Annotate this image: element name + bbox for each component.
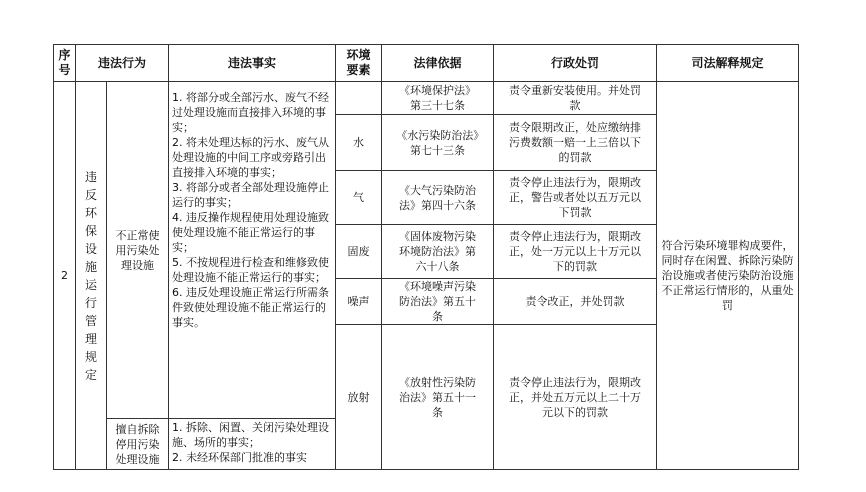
- seq-cell: 2: [54, 82, 76, 470]
- header-seq: 序号: [54, 45, 76, 82]
- header-judicial: 司法解释规定: [657, 45, 799, 82]
- header-row: [54, 45, 799, 82]
- penalty-cell: 责令重新安装使用。并处罚款: [494, 82, 657, 115]
- element-cell: 固废: [336, 225, 382, 279]
- header-law: 法律依据: [382, 45, 494, 82]
- sub-behavior-2: 擅自拆除停用污染处理设施: [107, 419, 169, 470]
- law-cell: 《大气污染防治法》第四十六条: [382, 171, 494, 225]
- header-element: 环境要素: [336, 45, 382, 82]
- penalty-cell: 责令停止违法行为，限期改正，处一万元以上十万元以下的罚款: [494, 225, 657, 279]
- element-cell: 放射: [336, 325, 382, 470]
- law-cell: 《固体废物污染环境防治法》第六十八条: [382, 225, 494, 279]
- penalty-cell: 责令停止违法行为，限期改正，并处五万元以上二十万元以下的罚款: [494, 325, 657, 470]
- facts-2: 1. 拆除、闲置、关闭污染处理设施、场所的事实； 2. 未经环保部门批准的事实: [169, 419, 336, 470]
- element-cell: 水: [336, 115, 382, 171]
- penalty-cell: 责令停止违法行为，限期改正，警告或者处以五万元以下罚款: [494, 171, 657, 225]
- header-penalty: 行政处罚: [494, 45, 657, 82]
- judicial-cell: 符合污染环境罪构成要件，同时存在闲置、拆除污染防治设施或者使污染防治设施不正常运行情形的，从重处罚: [657, 82, 799, 470]
- table-row: [54, 82, 799, 115]
- penalty-cell: 责令改正，并处罚款: [494, 279, 657, 325]
- facts-1: 1. 将部分或全部污水、废气不经过处理设施而直接排入环境的事实； 2. 将未处理达标的污水、废气从处理设施的中间工序或旁路引出直接排入环境的事实； 3. 将部分或者全部处理设施停止运行的事实； 4. 违反操作规程使用处理设施致使处理设施不能正常运行的事实； 5. 不按规程进行检查和维修致使处理设施不能正常运行的事实； 6. 违反处理设施正常运行所需条件致使处理设施不能正常运行的事实。: [169, 82, 336, 419]
- law-cell: 《放射性污染防治法》第五十一条: [382, 325, 494, 470]
- category-cell: 违反环保设施运行管理规定: [76, 82, 107, 470]
- element-cell: [336, 82, 382, 115]
- law-cell: 《环境噪声污染防治法》第五十条: [382, 279, 494, 325]
- violation-table: [53, 44, 799, 470]
- element-cell: 气: [336, 171, 382, 225]
- element-cell: 噪声: [336, 279, 382, 325]
- penalty-cell: 责令限期改正，处应缴纳排污费数额一赔一上三倍以下的罚款: [494, 115, 657, 171]
- law-cell: 《水污染防治法》第七十三条: [382, 115, 494, 171]
- sub-behavior-1: 不正常使用污染处理设施: [107, 82, 169, 419]
- header-fact: 违法事实: [169, 45, 336, 82]
- header-behavior: 违法行为: [76, 45, 169, 82]
- law-cell: 《环境保护法》第三十七条: [382, 82, 494, 115]
